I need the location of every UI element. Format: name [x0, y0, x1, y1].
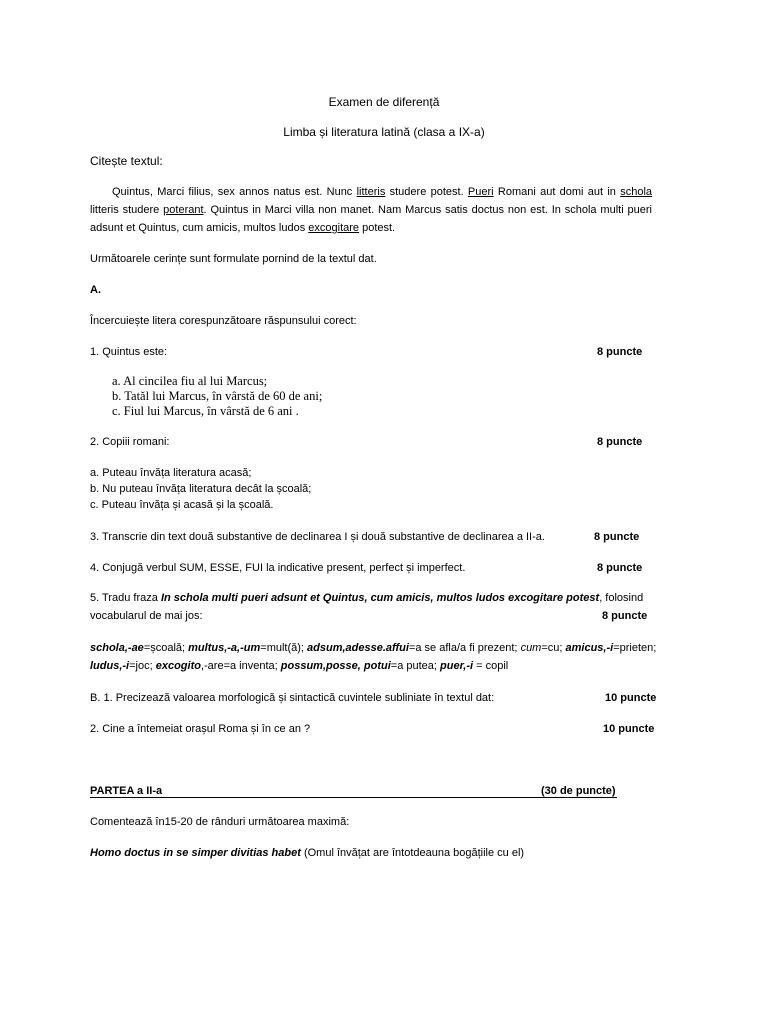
part-2-underline: [90, 797, 617, 798]
question-1: 1. Quintus este:: [90, 346, 168, 358]
question-2-points: 8 puncte: [597, 436, 643, 448]
underlined-word: poterant: [163, 204, 204, 216]
section-a-label: A.: [90, 284, 101, 296]
part-2-title: PARTEA a II-a: [90, 785, 163, 797]
vocabulary-line-1: schola,-ae=școală; multus,-a,-um=mult(ă); adsum,adesse.affui=a se afla/a fi prezent; cum=cu; amicus,-i=prieten;: [90, 642, 657, 654]
part-2-points: (30 de puncte): [541, 785, 616, 797]
q2-option-c: c. Puteau învăța și acasă și la școală.: [90, 499, 274, 511]
question-5-points: 8 puncte: [602, 610, 648, 622]
question-5: 5. Tradu fraza In schola multi pueri adsunt et Quintus, cum amicis, multos ludos excogitare potest, folosind: [90, 592, 644, 604]
question-4: 4. Conjugă verbul SUM, ESSE, FUI la indicative present, perfect și imperfect.: [90, 562, 466, 574]
underlined-word: schola: [620, 186, 653, 198]
exam-subtitle: Limba și literatura latină (clasa a IX-a): [283, 125, 485, 139]
underlined-word: excogitare: [308, 222, 360, 234]
q1-option-b: b. Tatăl lui Marcus, în vârstă de 60 de ani;: [112, 389, 323, 403]
question-4-points: 8 puncte: [597, 562, 643, 574]
read-text-instruction: Citește textul:: [90, 154, 163, 168]
latin-passage: Quintus, Marci filius, sex annos natus est. Nunc litteris studere potest. Pueri Romani aut domi aut in schola litteris studere poterant. Quintus in Marci villa non manet. Nam Marcus satis doctus non est. In schola multi pueri adsunt et Quintus, cum amicis, multos ludos excogitare potest.: [90, 186, 653, 234]
question-1-points: 8 puncte: [597, 346, 643, 358]
section-b-q2-points: 10 puncte: [603, 723, 655, 735]
q1-option-a: a. Al cincilea fiu al lui Marcus;: [112, 374, 268, 388]
part-2-instruction: Comentează în15-20 de rânduri următoarea maximă:: [90, 816, 350, 828]
underlined-word: Pueri: [467, 186, 494, 198]
underlined-word: litteris: [356, 186, 386, 198]
maxim-latin: Homo doctus in se simper divitias habet: [90, 847, 301, 859]
phrase-to-translate: In schola multi pueri adsunt et Quintus, cum amicis, multos ludos excogitare potest: [160, 592, 600, 604]
section-b-q1-points: 10 puncte: [605, 692, 657, 704]
q2-option-b: b. Nu puteau învăța literatura decât la școală;: [90, 483, 312, 495]
q2-option-a: a. Puteau învăța literatura acasă;: [90, 467, 252, 479]
maxim-translation: (Omul învățat are întotdeauna bogățiile cu el): [300, 847, 525, 859]
q1-option-c: c. Fiul lui Marcus, în vârstă de 6 ani .: [112, 404, 299, 418]
vocabulary-line-2: ludus,-i=joc; excogito,-are=a inventa; possum,posse, potui=a putea; puer,-i = copil: [90, 660, 509, 672]
section-b-question-2: 2. Cine a întemeiat orașul Roma și în ce an ?: [90, 723, 311, 735]
question-3: 3. Transcrie din text două substantive de declinarea I și două substantive de declinarea a II-a.: [90, 531, 545, 543]
section-a-instruction: Încercuiește litera corespunzătoare răspunsului corect:: [90, 315, 357, 327]
latin-maxim: [90, 846, 524, 860]
section-b-question-1: B. 1. Precizează valoarea morfologică și sintactică cuvintele subliniate în textul dat:: [90, 692, 495, 704]
question-2: 2. Copiii romani:: [90, 436, 170, 448]
question-5-line2: vocabularul de mai jos:: [90, 610, 203, 622]
requirements-intro: Următoarele cerințe sunt formulate pornind de la textul dat.: [90, 253, 377, 265]
exam-title: Examen de diferență: [328, 95, 440, 109]
question-3-points: 8 puncte: [594, 531, 640, 543]
